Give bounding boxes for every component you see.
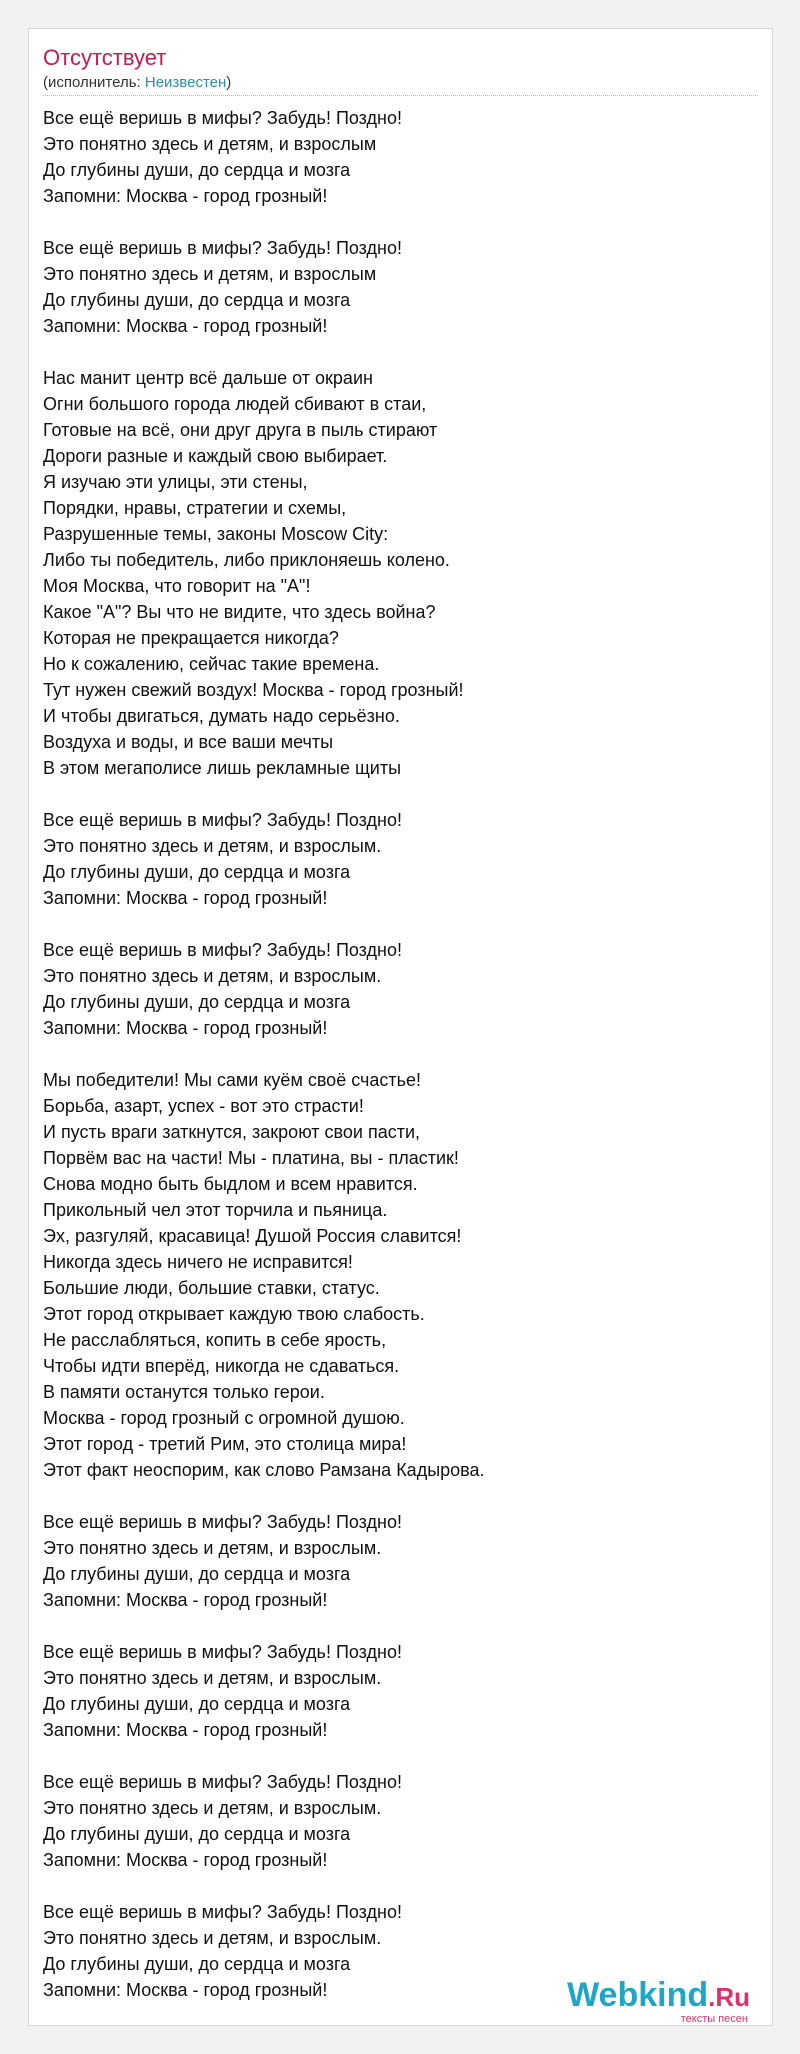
- artist-link[interactable]: Неизвестен: [144, 74, 227, 91]
- lyrics-line: Этот город открывает каждую твою слабость.: [43, 1304, 425, 1324]
- lyrics-line: Это понятно здесь и детям, и взрослым.: [43, 1538, 382, 1558]
- lyrics-line: В этом мегаполисе лишь рекламные щиты: [43, 758, 402, 778]
- artist-line: [43, 73, 231, 93]
- artist-suffix: ): [226, 74, 232, 91]
- lyrics-line: Какое "А"? Вы что не видите, что здесь война?: [43, 602, 436, 622]
- lyrics-line: Никогда здесь ничего не исправится!: [43, 1252, 353, 1272]
- lyrics-line: Запомни: Москва - город грозный!: [43, 888, 328, 908]
- lyrics-line: До глубины души, до сердца и мозга: [43, 1694, 351, 1714]
- site-logo[interactable]: [550, 1977, 750, 2025]
- lyrics-stanza: [43, 1509, 743, 1613]
- lyrics-stanza: [43, 1067, 743, 1483]
- lyrics-line: Это понятно здесь и детям, и взрослым.: [43, 1668, 382, 1688]
- lyrics-stanza: [43, 937, 743, 1041]
- lyrics-stanza: [43, 105, 743, 209]
- lyrics-line: Все ещё веришь в мифы? Забудь! Поздно!: [43, 238, 402, 258]
- lyrics-line: Это понятно здесь и детям, и взрослым.: [43, 1928, 382, 1948]
- lyrics-line: Которая не прекращается никогда?: [43, 628, 339, 648]
- lyrics-line: Нас манит центр всё дальше от окраин: [43, 368, 373, 388]
- lyrics-line: До глубины души, до сердца и мозга: [43, 1954, 351, 1974]
- lyrics-line: Это понятно здесь и детям, и взрослым.: [43, 966, 382, 986]
- lyrics-line: Москва - город грозный с огромной душою.: [43, 1408, 405, 1428]
- lyrics-line: Запомни: Москва - город грозный!: [43, 1980, 328, 2000]
- lyrics-line: Разрушенные темы, законы Moscow City:: [43, 524, 389, 544]
- lyrics-line: Чтобы идти вперёд, никогда не сдаваться.: [43, 1356, 400, 1376]
- lyrics-line: И чтобы двигаться, думать надо серьёзно.: [43, 706, 400, 726]
- lyrics-stanza: [43, 1639, 743, 1743]
- lyrics-line: Моя Москва, что говорит на "А"!: [43, 576, 311, 596]
- lyrics-line: Не расслабляться, копить в себе ярость,: [43, 1330, 387, 1350]
- song-title: Отсутствует: [43, 45, 167, 70]
- lyrics-line: Большие люди, большие ставки, статус.: [43, 1278, 380, 1298]
- lyrics-line: Все ещё веришь в мифы? Забудь! Поздно!: [43, 810, 402, 830]
- lyrics-body: [43, 105, 743, 2029]
- lyrics-line: Прикольный чел этот торчила и пьяница.: [43, 1200, 388, 1220]
- lyrics-card: [28, 28, 773, 2026]
- lyrics-line: До глубины души, до сердца и мозга: [43, 1564, 351, 1584]
- lyrics-line: Все ещё веришь в мифы? Забудь! Поздно!: [43, 940, 402, 960]
- artist-prefix: (исполнитель:: [43, 74, 145, 91]
- lyrics-line: Этот факт неоспорим, как слово Рамзана Кадырова.: [43, 1460, 485, 1480]
- lyrics-line: Порвём вас на части! Мы - платина, вы - пластик!: [43, 1148, 459, 1168]
- lyrics-stanza: [43, 807, 743, 911]
- logo-name: Webkind: [567, 1976, 709, 2014]
- lyrics-line: Дороги разные и каждый свою выбирает.: [43, 446, 388, 466]
- lyrics-line: Эх, разгуляй, красавица! Душой Россия славится!: [43, 1226, 462, 1246]
- lyrics-line: Либо ты победитель, либо приклоняешь колено.: [43, 550, 450, 570]
- lyrics-line: До глубины души, до сердца и мозга: [43, 1824, 351, 1844]
- lyrics-line: Этот город - третий Рим, это столица мира!: [43, 1434, 407, 1454]
- lyrics-stanza: [43, 1769, 743, 1873]
- lyrics-line: Воздуха и воды, и все ваши мечты: [43, 732, 334, 752]
- lyrics-line: Запомни: Москва - город грозный!: [43, 1720, 328, 1740]
- logo-tld: .Ru: [708, 1982, 750, 2012]
- lyrics-line: Запомни: Москва - город грозный!: [43, 186, 328, 206]
- lyrics-line: Все ещё веришь в мифы? Забудь! Поздно!: [43, 1512, 402, 1532]
- lyrics-stanza: [43, 365, 743, 781]
- lyrics-line: Запомни: Москва - город грозный!: [43, 1850, 328, 1870]
- lyrics-line: До глубины души, до сердца и мозга: [43, 862, 351, 882]
- lyrics-line: До глубины души, до сердца и мозга: [43, 160, 351, 180]
- lyrics-line: Все ещё веришь в мифы? Забудь! Поздно!: [43, 108, 402, 128]
- lyrics-line: Запомни: Москва - город грозный!: [43, 1590, 328, 1610]
- lyrics-line: Тут нужен свежий воздух! Москва - город грозный!: [43, 680, 464, 700]
- lyrics-line: Я изучаю эти улицы, эти стены,: [43, 472, 308, 492]
- lyrics-line: Но к сожалению, сейчас такие времена.: [43, 654, 380, 674]
- lyrics-line: Все ещё веришь в мифы? Забудь! Поздно!: [43, 1642, 402, 1662]
- lyrics-line: Запомни: Москва - город грозный!: [43, 316, 328, 336]
- lyrics-line: До глубины души, до сердца и мозга: [43, 290, 351, 310]
- lyrics-line: Это понятно здесь и детям, и взрослым.: [43, 836, 382, 856]
- lyrics-line: Запомни: Москва - город грозный!: [43, 1018, 328, 1038]
- lyrics-line: И пусть враги заткнутся, закроют свои пасти,: [43, 1122, 421, 1142]
- lyrics-line: Все ещё веришь в мифы? Забудь! Поздно!: [43, 1902, 402, 1922]
- lyrics-line: Порядки, нравы, стратегии и схемы,: [43, 498, 347, 518]
- lyrics-line: Это понятно здесь и детям, и взрослым.: [43, 1798, 382, 1818]
- logo-wordmark: [550, 1977, 750, 2015]
- lyrics-line: Мы победители! Мы сами куём своё счастье!: [43, 1070, 422, 1090]
- lyrics-line: В памяти останутся только герои.: [43, 1382, 325, 1402]
- lyrics-line: Это понятно здесь и детям, и взрослым: [43, 134, 377, 154]
- lyrics-line: Это понятно здесь и детям, и взрослым: [43, 264, 377, 284]
- lyrics-line: Снова модно быть быдлом и всем нравится.: [43, 1174, 418, 1194]
- header-divider: [43, 95, 758, 96]
- lyrics-line: До глубины души, до сердца и мозга: [43, 992, 351, 1012]
- lyrics-stanza: [43, 235, 743, 339]
- lyrics-line: Все ещё веришь в мифы? Забудь! Поздно!: [43, 1772, 402, 1792]
- lyrics-line: Борьба, азарт, успех - вот это страсти!: [43, 1096, 364, 1116]
- logo-tagline: тексты песен: [680, 2013, 748, 2025]
- lyrics-line: Готовые на всё, они друг друга в пыль стирают: [43, 420, 438, 440]
- lyrics-line: Огни большого города людей сбивают в стаи,: [43, 394, 427, 414]
